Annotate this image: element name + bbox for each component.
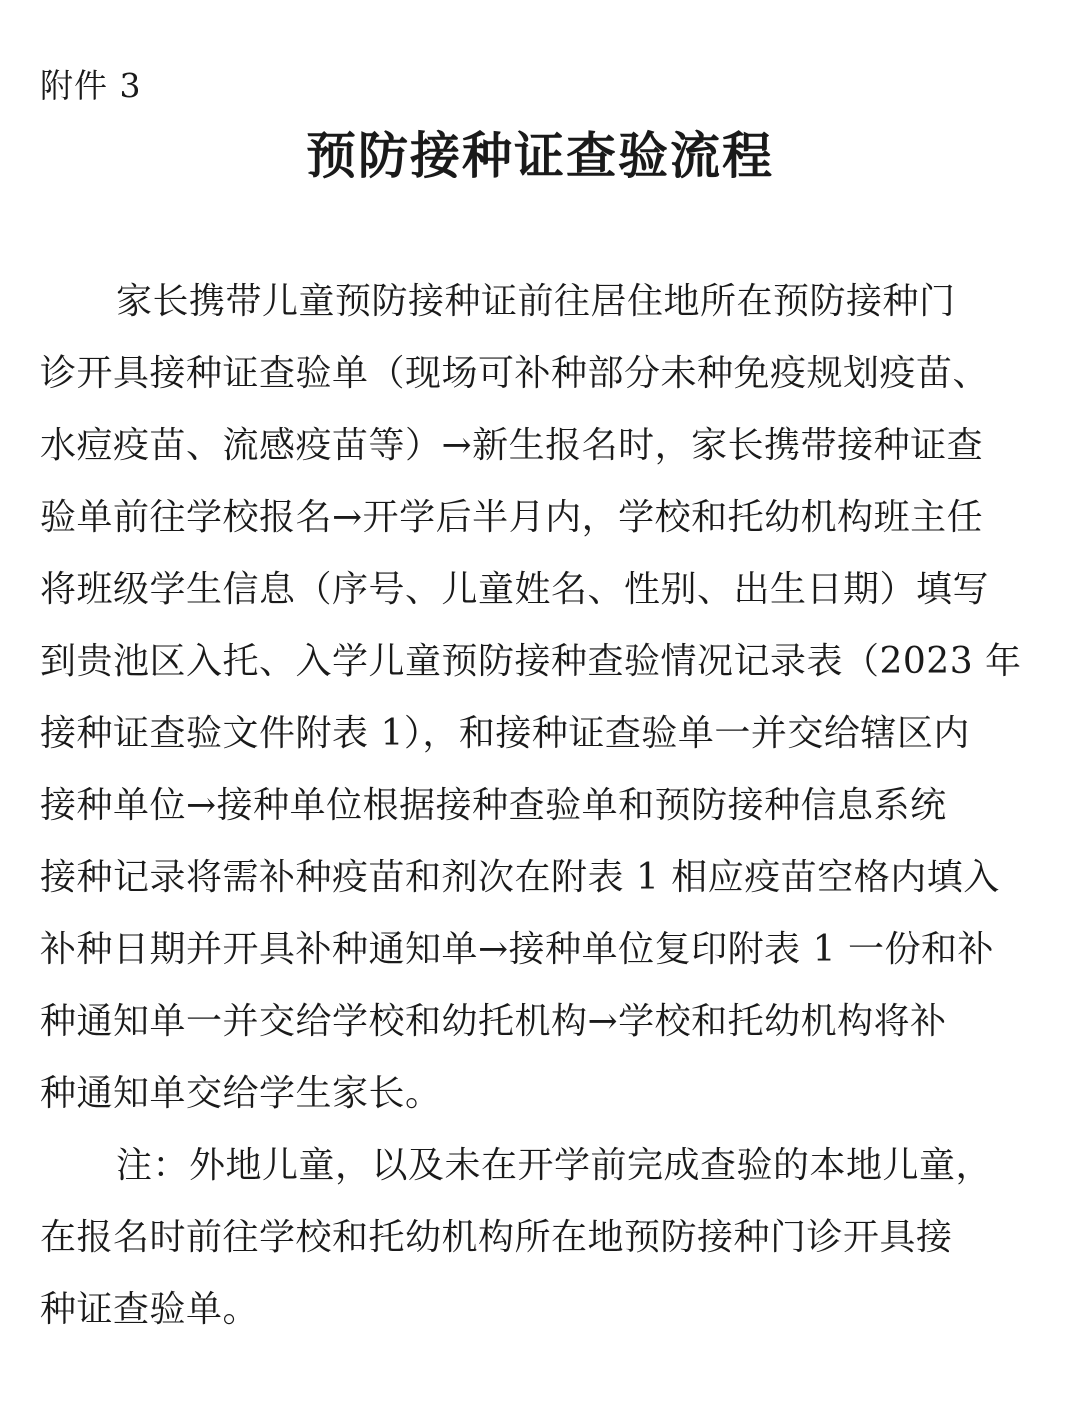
paragraph-1-line-5: 将班级学生信息（序号、儿童姓名、性别、出生日期）填写 <box>40 569 990 610</box>
note-line-3: 种证查验单。 <box>40 1289 260 1330</box>
paragraph-1-line-8: 接种单位→接种单位根据接种查验单和预防接种信息系统 <box>40 785 947 826</box>
paragraph-1-line-12: 种通知单交给学生家长。 <box>40 1073 442 1114</box>
paragraph-1-line-9: 接种记录将需补种疫苗和剂次在附表 1 相应疫苗空格内填入 <box>40 857 1000 898</box>
paragraph-1-line-3: 水痘疫苗、流感疫苗等）→新生报名时，家长携带接种证查 <box>40 425 984 466</box>
paragraph-1-line-1: 家长携带儿童预防接种证前往居住地所在预防接种门 <box>116 281 956 322</box>
paragraph-1-line-2: 诊开具接种证查验单（现场可补种部分未种免疫规划疫苗、 <box>40 353 990 394</box>
paragraph-1-line-10: 补种日期并开具补种通知单→接种单位复印附表 1 一份和补 <box>40 929 994 970</box>
attachment-label: 附件 3 <box>40 66 142 105</box>
paragraph-1-line-7: 接种证查验文件附表 1），和接种证查验单一并交给辖区内 <box>40 713 970 754</box>
note-line-2: 在报名时前往学校和托幼机构所在地预防接种门诊开具接 <box>40 1217 953 1258</box>
paragraph-1-line-6: 到贵池区入托、入学儿童预防接种查验情况记录表（2023 年 <box>40 641 1022 682</box>
paragraph-1-line-11: 种通知单一并交给学校和幼托机构→学校和托幼机构将补 <box>40 1001 947 1042</box>
paragraph-1-line-4: 验单前往学校报名→开学后半月内，学校和托幼机构班主任 <box>40 497 984 538</box>
note-line-1: 注：外地儿童，以及未在开学前完成查验的本地儿童， <box>116 1145 993 1186</box>
page-title: 预防接种证查验流程 <box>306 127 774 185</box>
